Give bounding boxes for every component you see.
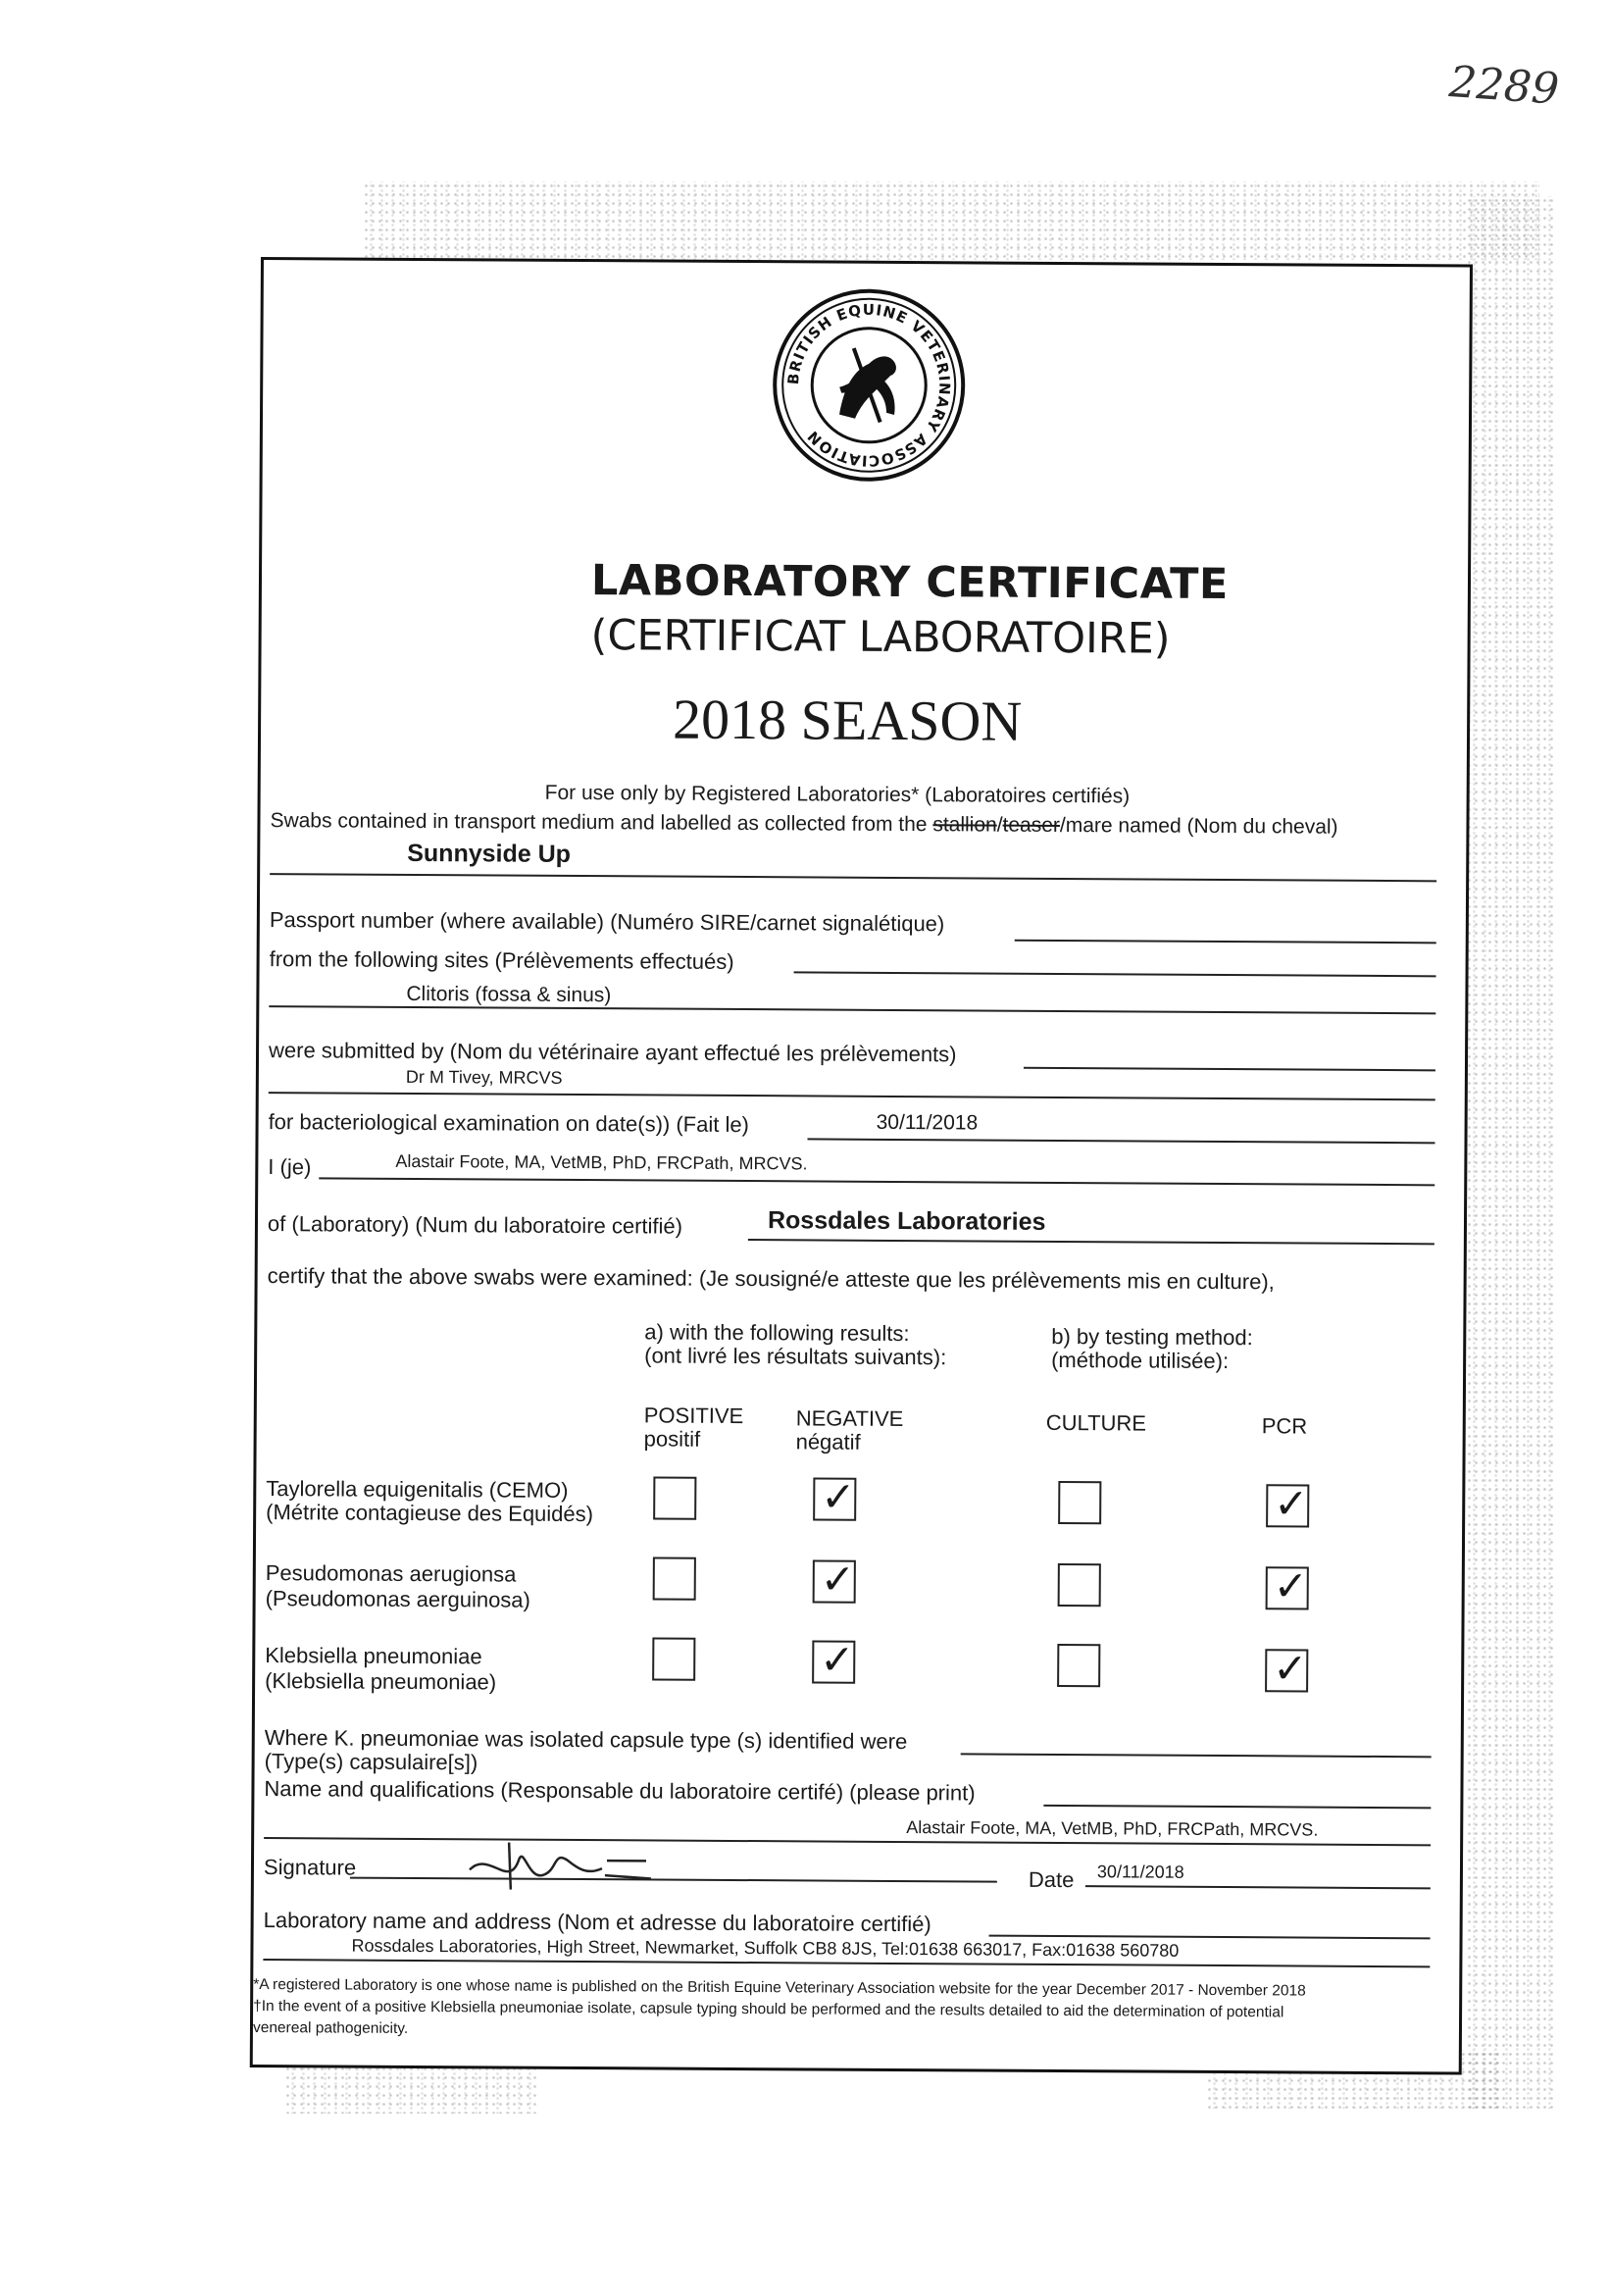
- col-negative-line2: négatif: [795, 1429, 861, 1454]
- intro-line-2-pre: Swabs contained in transport medium and labelled as collected from the: [270, 809, 933, 837]
- scan-noise-top: [363, 181, 1539, 260]
- organism-name: Pesudomonas aerugionsa: [265, 1560, 517, 1587]
- negative-checkbox[interactable]: [812, 1635, 855, 1684]
- responsible-label: Name and qualifications (Responsable du laboratoire certifé) (please print): [264, 1776, 976, 1806]
- intro-line-2: [270, 809, 1337, 840]
- certificate-frame: [250, 257, 1473, 2075]
- col-negative: [796, 1406, 904, 1454]
- submitted-line-1: [1024, 1067, 1435, 1072]
- struck-stallion: stallion: [932, 813, 997, 837]
- date-value: 30/11/2018: [1096, 1862, 1184, 1882]
- signature-label: Signature: [263, 1855, 357, 1880]
- organism-name-fr: (Métrite contagieuse des Equidés): [266, 1500, 594, 1527]
- lab-value: Rossdales Laboratories: [767, 1206, 1046, 1236]
- signature-line: [350, 1877, 997, 1883]
- logo-ring-text: BRITISH EQUINE VETERINARY ASSOCIATION: [784, 300, 954, 470]
- scan-noise-right: [1466, 196, 1554, 2109]
- negative-checkbox[interactable]: [813, 1555, 856, 1604]
- certify-text: certify that the above swabs were examined: (Je sousigné/e atteste que les prélèvements mis en culture),: [267, 1263, 1275, 1295]
- scan-noise-bottom-left: [284, 2065, 539, 2114]
- check-icon: ✓: [1273, 1644, 1308, 1693]
- col-negative-line1: NEGATIVE: [795, 1405, 904, 1432]
- lab-label: of (Laboratory) (Num du laboratoire certifié): [267, 1211, 683, 1239]
- col-positive-line2: positif: [643, 1426, 701, 1452]
- sites-line-2: [269, 1005, 1435, 1014]
- footnote-2: †In the event of a positive Klebsiella pneumoniae isolate, capsule typing should be performed and the results detailed to aid the determination of potential: [253, 1997, 1284, 2021]
- passport-line: [1015, 940, 1436, 944]
- footnote-1: *A registered Laboratory is one whose name is published on the British Equine Veterinary Association website for the year December 2017 - November 2018: [253, 1975, 1306, 2000]
- organism-name-fr: (Klebsiella pneumoniae): [265, 1668, 497, 1695]
- horse-icon: [839, 347, 896, 423]
- horse-name-line: [270, 873, 1436, 882]
- season-heading: 2018 SEASON: [672, 687, 1023, 753]
- negative-checkbox[interactable]: [813, 1472, 856, 1521]
- sites-line-1: [794, 971, 1436, 977]
- passport-label: Passport number (where available) (Numéro SIRE/carnet signalétique): [269, 907, 945, 937]
- submitted-line-2: [269, 1092, 1435, 1100]
- positive-checkbox[interactable]: [652, 1637, 695, 1680]
- culture-checkbox[interactable]: [1058, 1563, 1101, 1607]
- exam-label: for bacteriological examination on date(s)) (Fait le): [268, 1109, 750, 1138]
- results-b-line-2: (méthode utilisée):: [1051, 1347, 1230, 1374]
- lab-address-label: Laboratory name and address (Nom et adresse du laboratoire certifié): [263, 1908, 931, 1937]
- results-a-line-1: a) with the following results:: [644, 1319, 910, 1347]
- organism-name-fr: (Pseudomonas aerguinosa): [265, 1586, 530, 1612]
- certificate-title: LABORATORY CERTIFICATE: [590, 556, 1229, 610]
- date-label: Date: [1028, 1866, 1075, 1893]
- positive-checkbox[interactable]: [653, 1556, 696, 1600]
- positive-checkbox[interactable]: [653, 1476, 696, 1519]
- intro-line-1: For use only by Registered Laboratories* (Laboratoires certifiés): [544, 781, 1131, 808]
- pcr-checkbox[interactable]: [1266, 1479, 1309, 1528]
- sites-label: from the following sites (Prélèvements effectués): [269, 946, 734, 974]
- responsible-line-1: [1043, 1805, 1431, 1809]
- i-value: Alastair Foote, MA, VetMB, PhD, FRCPath, MRCVS.: [395, 1150, 808, 1174]
- col-culture-line1: CULTURE: [1045, 1409, 1147, 1436]
- check-icon: ✓: [1274, 1479, 1309, 1528]
- results-a-line-2: (ont livré les résultats suivants):: [644, 1343, 947, 1370]
- results-b-line-1: b) by testing method:: [1051, 1323, 1253, 1351]
- slash: /: [996, 813, 1003, 837]
- capsule-line-2: (Type(s) capsulaire[s]): [264, 1749, 478, 1775]
- check-icon: ✓: [820, 1555, 856, 1604]
- i-label: I (je): [268, 1154, 312, 1180]
- lab-address-value: Rossdales Laboratories, High Street, Newmarket, Suffolk CB8 8JS, Tel:01638 663017, Fax:01638 560780: [351, 1935, 1180, 1961]
- lab-line: [748, 1239, 1434, 1245]
- capsule-line: [961, 1753, 1432, 1758]
- responsible-value: Alastair Foote, MA, VetMB, PhD, FRCPath, MRCVS.: [906, 1817, 1319, 1840]
- exam-date-value: 30/11/2018: [876, 1110, 979, 1135]
- sites-value: Clitoris (fossa & sinus): [406, 982, 612, 1007]
- check-icon: ✓: [821, 1472, 856, 1521]
- check-icon: ✓: [820, 1635, 855, 1684]
- col-pcr: [1262, 1413, 1308, 1439]
- lab-address-line-1: [989, 1935, 1431, 1940]
- exam-date-line: [808, 1138, 1435, 1144]
- struck-teaser: teaser: [1002, 813, 1061, 837]
- page-number: 2289: [1447, 57, 1561, 115]
- col-culture: [1046, 1410, 1146, 1437]
- culture-checkbox[interactable]: [1058, 1481, 1101, 1524]
- submitted-value: Dr M Tivey, MRCVS: [405, 1066, 563, 1088]
- footnote-3: venereal pathogenicity.: [252, 2018, 409, 2037]
- col-pcr-line1: PCR: [1261, 1413, 1308, 1439]
- signature-scribble-icon: [450, 1830, 666, 1900]
- lab-address-line-2: [263, 1959, 1430, 1967]
- submitted-label: were submitted by (Nom du vétérinaire ayant effectué les prélèvements): [268, 1038, 957, 1067]
- beva-logo: [771, 286, 968, 484]
- intro-line-2-post: /mare named (Nom du cheval): [1059, 813, 1338, 839]
- organism-name: Taylorella equigenitalis (CEMO): [266, 1476, 569, 1503]
- horse-name-value: Sunnyside Up: [407, 839, 572, 868]
- pcr-checkbox[interactable]: [1265, 1644, 1308, 1693]
- i-line: [319, 1177, 1434, 1186]
- col-positive-line1: POSITIVE: [643, 1403, 744, 1429]
- date-line: [1085, 1885, 1431, 1889]
- organism-name: Klebsiella pneumoniae: [265, 1643, 482, 1669]
- col-positive: [644, 1403, 744, 1452]
- pcr-checkbox[interactable]: [1266, 1561, 1309, 1610]
- certificate-subtitle: (CERTIFICAT LABORATOIRE): [590, 611, 1171, 664]
- culture-checkbox[interactable]: [1057, 1644, 1100, 1687]
- capsule-line-1: Where K. pneumoniae was isolated capsule type (s) identified were: [264, 1725, 908, 1755]
- check-icon: ✓: [1273, 1561, 1309, 1610]
